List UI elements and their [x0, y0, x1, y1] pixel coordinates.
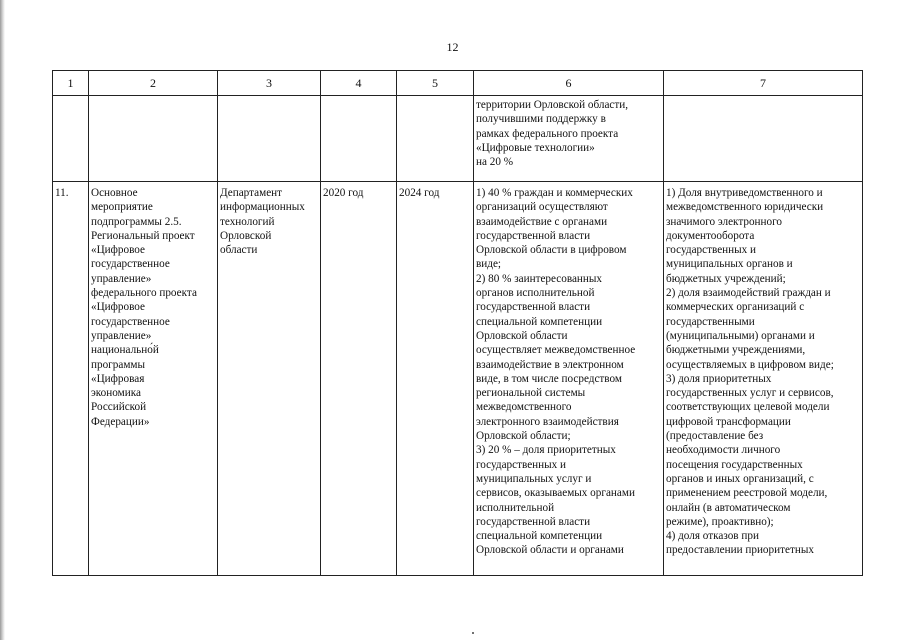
cell-start: 2020 год	[321, 182, 397, 576]
cell-activity: Основное мероприятие подпрограммы 2.5. Региональный проект «Цифровое государственное управление» федерального проекта «Цифровое государственное управление» национально́й программы «Цифровая экономика Российской Федерации»	[89, 182, 218, 576]
program-table	[52, 70, 863, 576]
cell-number	[53, 96, 89, 182]
header-col-3: 3	[218, 71, 321, 96]
cell-indicators: 1) Доля внутриведомственного и межведомственного юридически значимого электронного документооборота государственных и муниципальных органов и бюджетных учреждений; 2) доля взаимодействий граждан и коммерческих организаций с государственными (муниципальными) органами и бюджетными учреждениями, осуществляемых в цифровом виде; 3) доля приоритетных государственных услуг и сервисов, соответствующих целевой модели цифровой трансформации (предоставление без необходимости личного посещения государственных органов и иных организаций, с применением реестровой модели, онлайн (в автоматическом режиме), проактивно); 4) доля отказов при предоставлении приоритетных	[664, 182, 863, 576]
cell-executor: Департамент информационных технологий Орловской области	[218, 182, 321, 576]
cell-executor	[218, 96, 321, 182]
cell-activity	[89, 96, 218, 182]
cell-end: 2024 год	[397, 182, 474, 576]
header-col-1: 1	[53, 71, 89, 96]
cell-expected-result: территории Орловской области, получившими поддержку в рамках федерального проекта «Цифровые технологии» на 20 %	[474, 96, 664, 182]
cell-number: 11.	[53, 182, 89, 576]
page-number: 12	[446, 40, 459, 54]
header-col-5: 5	[397, 71, 474, 96]
header-col-6: 6	[474, 71, 664, 96]
cell-end	[397, 96, 474, 182]
scan-speck	[472, 632, 474, 634]
header-col-2: 2	[89, 71, 218, 96]
header-col-7: 7	[664, 71, 863, 96]
cell-expected-result: 1) 40 % граждан и коммерческих организаций осуществляют взаимодействие с органами государственной власти Орловской области в цифровом виде; 2) 80 % заинтересованных органов исполнительной государственной власти специальной компетенции Орловской области осуществляет межведомственное взаимодействие в электронном виде, в том числе посредством региональной системы межведомственного электронного взаимодействия Орловской области; 3) 20 % – доля приоритетных государственных и муниципальных услуг и сервисов, оказываемых органами исполнительной государственной власти специальной компетенции Орловской области и органами	[474, 182, 664, 576]
scan-edge-shadow	[0, 0, 5, 640]
table-header-row	[53, 71, 863, 96]
table-row-continuation	[53, 96, 863, 182]
cell-start	[321, 96, 397, 182]
table-row-11	[53, 182, 863, 576]
cell-indicators	[664, 96, 863, 182]
header-col-4: 4	[321, 71, 397, 96]
